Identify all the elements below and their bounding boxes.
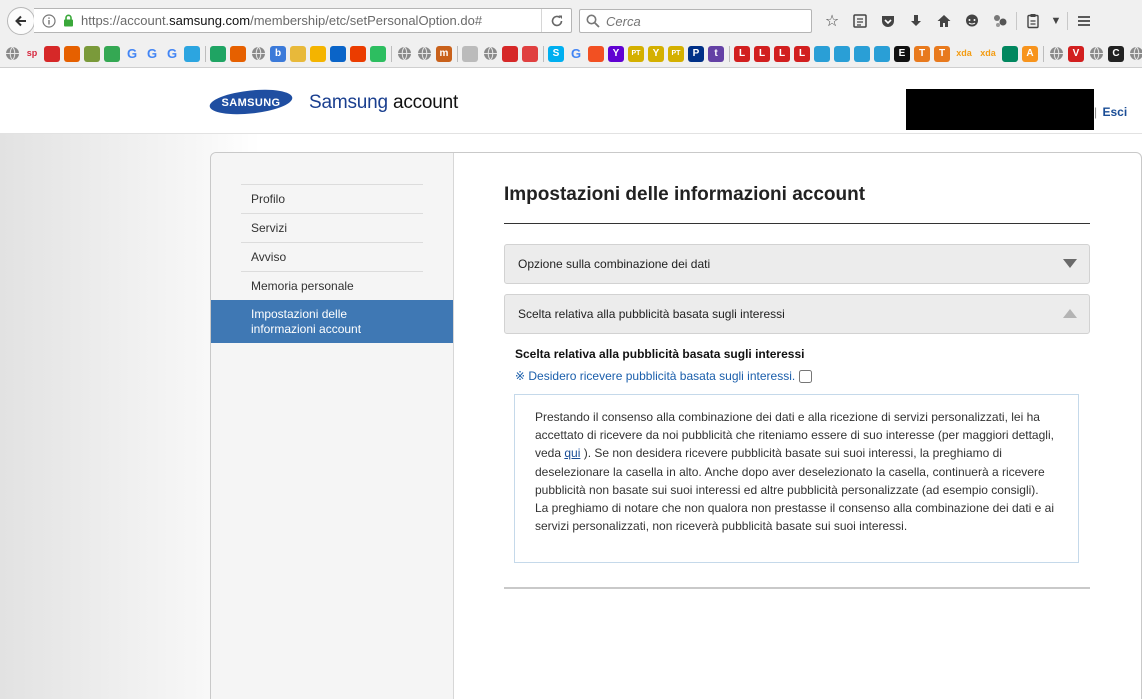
accordion-interest-ads[interactable]: [504, 294, 1090, 334]
play-icon[interactable]: [1002, 46, 1018, 62]
browser-nav-bar: [0, 0, 1142, 40]
reload-icon[interactable]: [541, 9, 571, 32]
address-bar[interactable]: [34, 8, 572, 33]
panel-heading: Scelta relativa alla pubblicità basata sugli interessi: [515, 347, 805, 361]
chevron-down-icon[interactable]: ▼: [1050, 15, 1062, 27]
sidebar-item-label: Impostazioni delle informazioni account: [251, 306, 362, 336]
clipboard-icon[interactable]: [1019, 8, 1047, 34]
logout-link[interactable]: Esci: [1102, 105, 1128, 119]
globe-icon[interactable]: [4, 46, 20, 62]
extension-icon[interactable]: [986, 8, 1014, 34]
sidebar-item-personal-storage[interactable]: [241, 271, 423, 300]
a-icon[interactable]: A: [1022, 46, 1038, 62]
info-text-a: Prestando il consenso alla combinazione dei dati e alla ricezione di servizi personalizzati, lei ha accettato di ricevere da noi pubblicità che riteniamo essere di suo interesse (per maggiori dettagli, veda: [535, 410, 1054, 461]
menu-icon[interactable]: [1070, 8, 1098, 34]
globe-icon[interactable]: [482, 46, 498, 62]
yahoo-icon[interactable]: Y: [608, 46, 624, 62]
skype-icon[interactable]: S: [548, 46, 564, 62]
xda-icon[interactable]: xda: [980, 48, 996, 58]
bookmark-separator: [1043, 46, 1044, 62]
url-text[interactable]: [81, 13, 541, 28]
info-paragraph-2: La preghiamo di notare che non qualora non prestasse il consenso alla combinazione dei dati e ai servizi personalizzati, non riceverà pubblicità basate sui suoi interessi.: [535, 501, 1055, 534]
details-link[interactable]: qui: [564, 446, 581, 461]
star-icon[interactable]: ☆: [824, 13, 840, 30]
pt-icon[interactable]: PT: [628, 46, 644, 62]
pocket-icon[interactable]: [874, 8, 902, 34]
c-icon[interactable]: C: [1108, 46, 1124, 62]
telegram-icon[interactable]: [184, 46, 200, 62]
sidebar-item-profile[interactable]: [241, 184, 423, 213]
sidebar-item-services[interactable]: [241, 213, 423, 242]
evernote-icon[interactable]: [370, 46, 386, 62]
globe-icon[interactable]: [416, 46, 432, 62]
firefox-icon[interactable]: [64, 46, 80, 62]
bottom-divider: [504, 587, 1090, 589]
content-box: [210, 152, 1142, 699]
l-icon[interactable]: L: [734, 46, 750, 62]
globe-icon[interactable]: [1128, 46, 1142, 62]
drive-icon[interactable]: [210, 46, 226, 62]
home-icon[interactable]: [930, 8, 958, 34]
globe-icon[interactable]: [1088, 46, 1104, 62]
google-icon[interactable]: G: [570, 46, 582, 61]
google-icon[interactable]: G: [146, 46, 158, 61]
toolbar-separator: [1067, 12, 1068, 30]
google-icon[interactable]: G: [126, 46, 138, 61]
bookmark-separator: [457, 46, 458, 62]
search-icon: [586, 14, 600, 28]
bookmark-separator: [205, 46, 206, 62]
globe-icon[interactable]: [1048, 46, 1064, 62]
firefox-icon[interactable]: [230, 46, 246, 62]
doc-icon[interactable]: b: [270, 46, 286, 62]
maps-icon[interactable]: [104, 46, 120, 62]
samsung-logo-text: SAMSUNG: [221, 97, 281, 109]
logout-separator: |: [1094, 105, 1098, 119]
logout-area: [1094, 105, 1127, 119]
sidebar-item-label: Memoria personale: [251, 279, 354, 293]
google-icon[interactable]: G: [166, 46, 178, 61]
xda-icon[interactable]: xda: [956, 48, 972, 58]
pin-icon[interactable]: [84, 46, 100, 62]
accordion-label: Scelta relativa alla pubblicità basata sugli interessi: [518, 307, 785, 321]
l-icon[interactable]: L: [774, 46, 790, 62]
chat-icon[interactable]: [958, 8, 986, 34]
site-header: [0, 68, 1142, 134]
windows-icon[interactable]: [588, 46, 604, 62]
info-paragraph-1: [535, 408, 1058, 499]
t-icon[interactable]: T: [914, 46, 930, 62]
brand-secondary: account: [392, 92, 459, 113]
globe-icon[interactable]: [250, 46, 266, 62]
ladybug-icon[interactable]: [44, 46, 60, 62]
accordion-data-combination[interactable]: [504, 244, 1090, 284]
paypal-icon[interactable]: P: [688, 46, 704, 62]
info-icon[interactable]: [40, 14, 58, 28]
redacted-user-name: [906, 89, 1094, 130]
tile-icon[interactable]: [834, 46, 850, 62]
l-icon[interactable]: L: [794, 46, 810, 62]
tile-icon[interactable]: [814, 46, 830, 62]
url-path: /membership/etc/setPersonalOption.do#: [250, 13, 483, 28]
sidebar-item-label: Profilo: [251, 192, 286, 206]
info-text-b: ). Se non desidera ricevere pubblicità basate sui suoi interessi, la preghiamo di deselezionare la casella in alto. Anche dopo aver deselezionato la casella, continuerà a ricevere pubblicità non basate sui suoi interessi ed altre pubblicità personalizzate (ad esempio consigli).: [535, 446, 1045, 497]
samsung-logo[interactable]: [209, 88, 293, 116]
bookmark-separator: [729, 46, 730, 62]
brand-primary: Samsung: [309, 92, 388, 113]
url-domain: samsung.com: [169, 13, 251, 28]
sp-icon[interactable]: sp: [26, 48, 38, 58]
download-icon[interactable]: [902, 8, 930, 34]
accordion-label: Opzione sulla combinazione dei dati: [518, 257, 711, 271]
box-icon[interactable]: [290, 46, 306, 62]
search-input[interactable]: [606, 14, 796, 29]
star-icon[interactable]: [522, 46, 538, 62]
sidebar-item-notices[interactable]: [241, 242, 423, 271]
target-icon[interactable]: [502, 46, 518, 62]
info-box: [514, 394, 1079, 563]
bookmark-separator: [543, 46, 544, 62]
e-icon[interactable]: E: [894, 46, 910, 62]
title-divider: [504, 223, 1090, 224]
url-prefix: https://account.: [81, 13, 170, 28]
option-label: ※ Desidero ricevere pubblicità basata sugli interessi.: [515, 369, 796, 383]
page-title: Impostazioni delle informazioni account: [504, 184, 866, 205]
chevron-up-icon: [1063, 309, 1077, 318]
sidebar-item-label: Avviso: [251, 250, 287, 264]
pt-icon[interactable]: PT: [668, 46, 684, 62]
lock-icon[interactable]: [61, 14, 75, 27]
browser-toolbar: [818, 8, 1098, 34]
tile-icon[interactable]: [874, 46, 890, 62]
ve-icon[interactable]: V: [1068, 46, 1084, 62]
reading-list-icon[interactable]: [846, 8, 874, 34]
bookmark-separator: [391, 46, 392, 62]
chevron-down-icon: [1063, 259, 1077, 268]
tile-icon[interactable]: [854, 46, 870, 62]
toolbar-separator: [1016, 12, 1017, 30]
arrow-left-icon: [13, 13, 29, 29]
sidebar-item-account-settings[interactable]: [211, 300, 453, 343]
l-icon[interactable]: L: [754, 46, 770, 62]
interest-ads-checkbox[interactable]: [799, 370, 812, 383]
cloud-icon[interactable]: [330, 46, 346, 62]
interest-ads-option[interactable]: [515, 369, 812, 383]
office-icon[interactable]: [350, 46, 366, 62]
globe-icon[interactable]: [396, 46, 412, 62]
t-icon[interactable]: T: [934, 46, 950, 62]
search-box[interactable]: [579, 9, 812, 33]
brand-title[interactable]: [309, 92, 458, 114]
folder-icon[interactable]: [310, 46, 326, 62]
back-button[interactable]: [7, 7, 35, 35]
m-icon[interactable]: m: [436, 46, 452, 62]
bookmarks-bar: [0, 40, 1142, 68]
sidebar-menu: [211, 184, 453, 343]
sidebar: [211, 153, 454, 699]
hand-icon[interactable]: [462, 46, 478, 62]
twitch-icon[interactable]: t: [708, 46, 724, 62]
yahoo-icon[interactable]: Y: [648, 46, 664, 62]
sidebar-item-label: Servizi: [251, 221, 288, 235]
